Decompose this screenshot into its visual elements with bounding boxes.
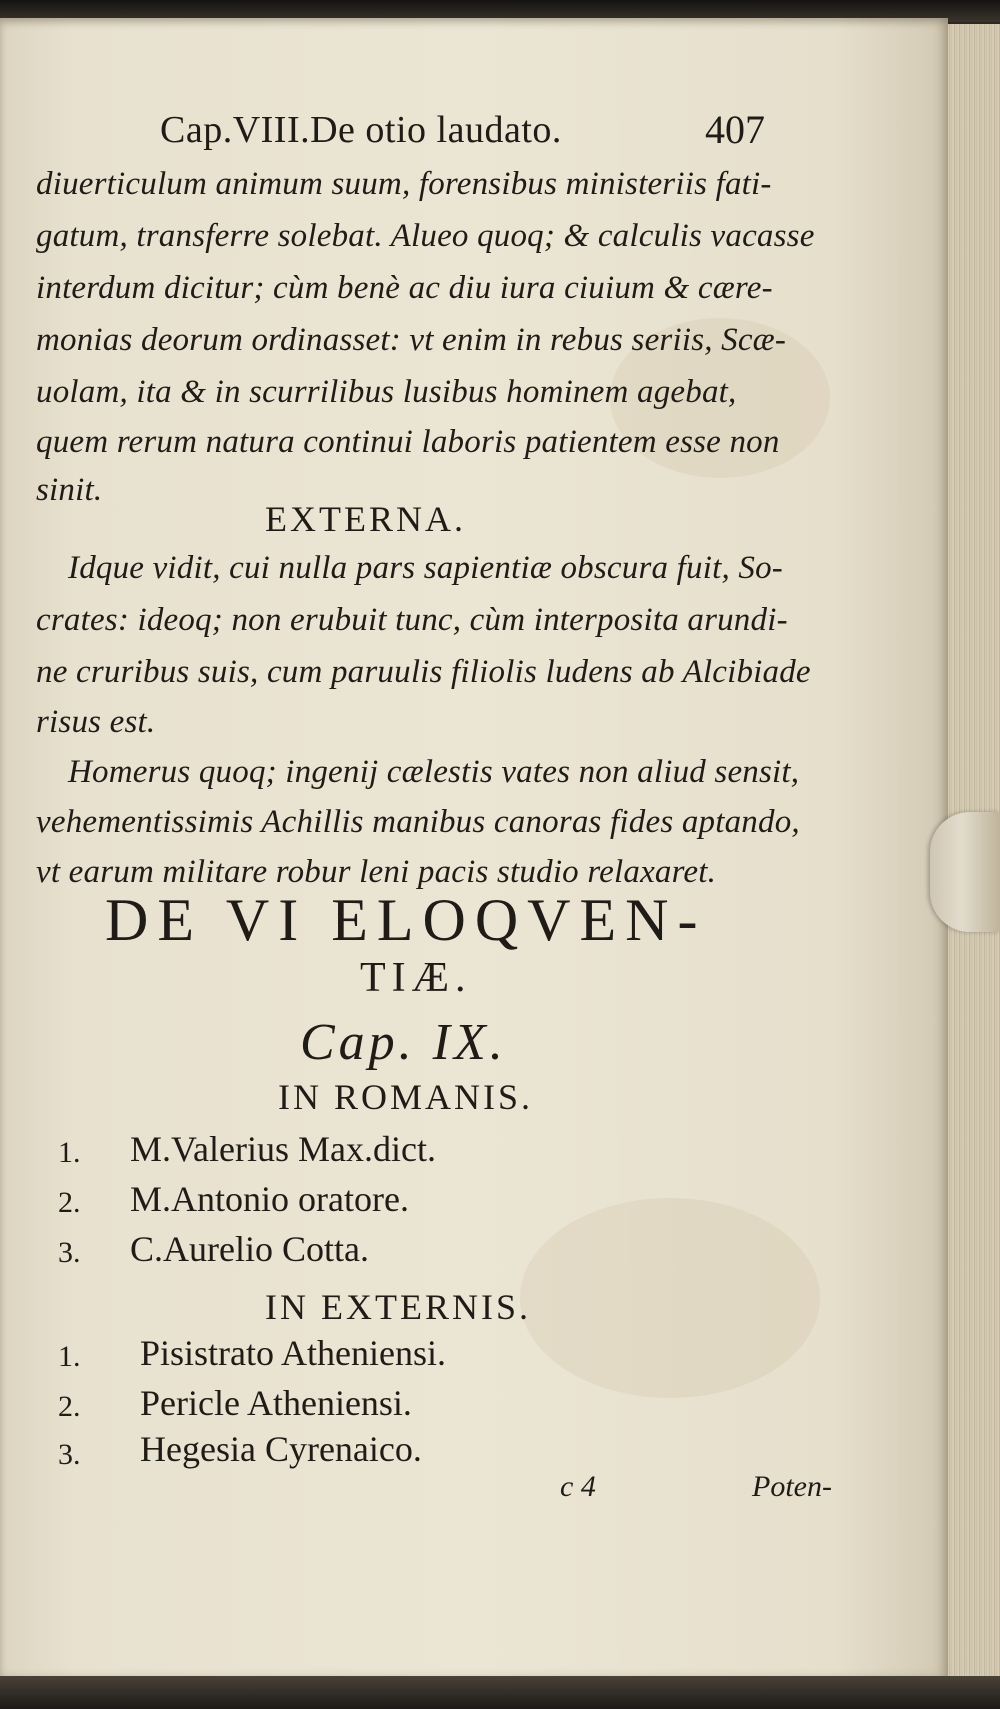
list-item: Pericle Atheniensi.	[140, 1383, 412, 1423]
list-number: 2.	[58, 1186, 81, 1219]
list-item: C.Aurelio Cotta.	[130, 1229, 369, 1269]
bottom-shadow-edge	[0, 1676, 1000, 1709]
body-line: quem rerum natura continui laboris patientem esse non	[36, 424, 780, 460]
list-heading-in-externis: IN EXTERNIS.	[265, 1287, 531, 1327]
chapter-title: DE VI ELOQVEN-	[105, 887, 707, 953]
body-line: vt earum militare robur leni pacis studio relaxaret.	[36, 854, 717, 890]
body-line: Homerus quoq; ingenij cælestis vates non aliud sensit,	[68, 754, 800, 790]
list-item: Hegesia Cyrenaico.	[140, 1429, 422, 1469]
body-line: sinit.	[36, 472, 103, 508]
list-item: M.Antonio oratore.	[130, 1179, 409, 1219]
page-clip	[930, 812, 1000, 932]
list-item: Pisistrato Atheniensi.	[140, 1333, 446, 1373]
body-line: risus est.	[36, 704, 156, 740]
body-line: monias deorum ordinasset: vt enim in rebus seriis, Scæ-	[36, 322, 787, 358]
running-head: Cap.VIII.De otio laudato.	[160, 109, 562, 151]
list-number: 3.	[58, 1236, 81, 1269]
body-line: ne cruribus suis, cum paruulis filiolis ludens ab Alcibiade	[36, 654, 811, 690]
list-number: 1.	[58, 1136, 81, 1169]
section-heading-externa: EXTERNA.	[265, 499, 466, 539]
list-heading-in-romanis: IN ROMANIS.	[278, 1077, 534, 1117]
body-line: crates: ideoq; non erubuit tunc, cùm interposita arundi-	[36, 602, 788, 638]
body-line: diuerticulum animum suum, forensibus ministeriis fati-	[36, 166, 772, 202]
signature-mark: c 4	[560, 1470, 596, 1503]
body-line: gatum, transferre solebat. Alueo quoq; & calculis vacasse	[36, 218, 815, 254]
book-page	[0, 18, 948, 1678]
list-item: M.Valerius Max.dict.	[130, 1129, 436, 1169]
page-number: 407	[705, 107, 765, 152]
catchword: Poten-	[752, 1470, 832, 1503]
list-number: 2.	[58, 1390, 81, 1423]
body-line: uolam, ita & in scurrilibus lusibus hominem agebat,	[36, 374, 737, 410]
body-line: vehementissimis Achillis manibus canoras fides aptando,	[36, 804, 800, 840]
list-number: 1.	[58, 1340, 81, 1373]
paper-stain	[520, 1198, 820, 1398]
body-line: Idque vidit, cui nulla pars sapientiæ obscura fuit, So-	[68, 550, 783, 586]
chapter-title-continued: TIÆ.	[360, 955, 472, 1001]
body-line: interdum dicitur; cùm benè ac diu iura ciuium & cære-	[36, 270, 773, 306]
list-number: 3.	[58, 1438, 81, 1471]
chapter-number: Cap. IX.	[300, 1014, 507, 1071]
